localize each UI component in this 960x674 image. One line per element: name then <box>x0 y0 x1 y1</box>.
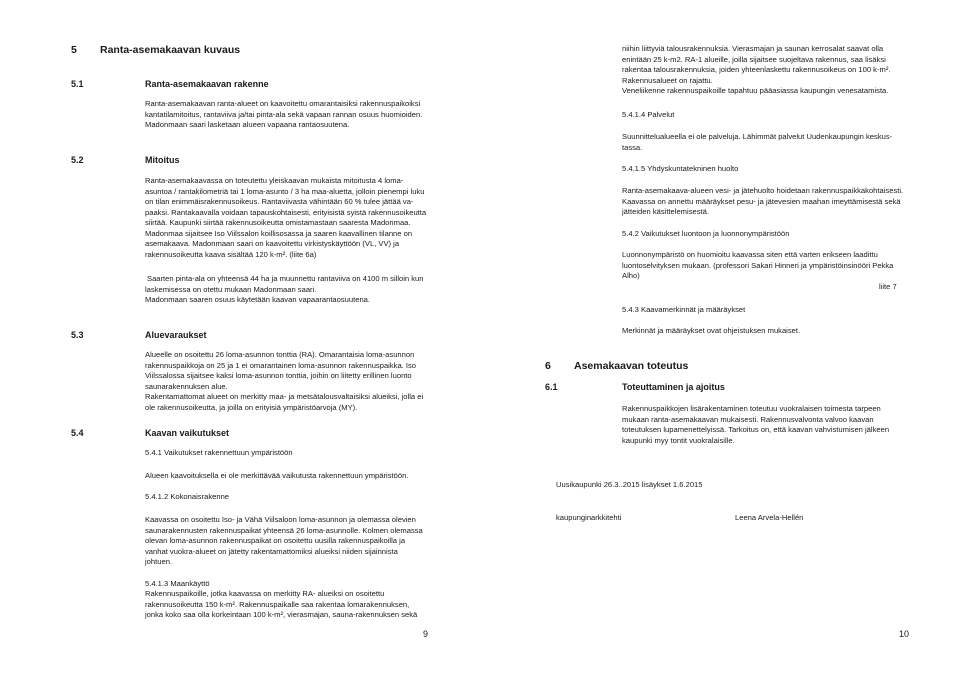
paragraph-rakennusoikeus-cont: niihin liittyviä talousrakennuksia. Vierasmajan ja saunan kerrosalat saavat olla enintään 25 k-m2. RA-1 alueille, joilla sijaitsee suojeltava rakennus, saa lisäksi rakentaa talousrakennuksia, joiden yhteenlaskettu rakennusoikeus on 100 k-m². Rakennusalueet on rajattu. Veneliikenne rakennuspaikoille tapahtuu pääasiassa kaupungin venesatamista. <box>622 44 891 95</box>
section-6-1-title: Toteuttaminen ja ajoitus <box>622 382 725 392</box>
subsection-5-4-1-3: 5.4.1.3 Maankäyttö <box>145 579 210 588</box>
section-6-title: Asemakaavan toteutus <box>574 360 689 372</box>
section-5-2-number: 5.2 <box>71 155 84 165</box>
section-5-3-title: Aluevaraukset <box>145 330 207 340</box>
section-5-4-title: Kaavan vaikutukset <box>145 428 230 438</box>
paragraph-aluevaraukset: Alueelle on osoitettu 26 loma-asunnon tonttia (RA). Omarantaisia loma-asunnon rakennuspaikkoja on 25 ja 1 ei omarantainen loma-asunnon rakennuspaikka. Iso Viilssalossa sijaitsee kaksi loma-asunnon tonttia, joihin on liitetty erillinen luonto saunarakennuksen alue. Rakentamattomat alueet on merkitty maa- ja metsätalousvaltaisiksi alueiksi, jolla ei ole rakennusoikeutta, ja joilla on erityisiä ympäristöarvoja (MY). <box>145 350 424 412</box>
section-5-1-title: Ranta-asemakaavan rakenne <box>145 79 269 89</box>
signer-name: Leena Arvela-Hellén <box>735 513 804 522</box>
paragraph-toteuttaminen: Rakennuspaikkojen lisärakentaminen toteutuu vuokralaisen toimesta tarpeen mukaan ranta-asemakaavan mukaisesti. Rakennusvalvonta valvoo kaavan toteutuksen lupamenettelyissä. Tarkoitus on, että kaavan vahvistumisen jälkeen kaupunki myy tontit vuokralaisille. <box>622 404 890 445</box>
section-5-1-number: 5.1 <box>71 79 84 89</box>
subsection-5-4-3: 5.4.3 Kaavamerkinnät ja määräykset <box>622 305 746 314</box>
paragraph-huolto: Ranta-asemakaava-alueen vesi- ja jätehuolto hoidetaan rakennuspaikkakohtaisesti. Kaavassa on annettu määräykset pesu- ja jätevesien maahan imeyttämisestä sekä jätteiden käsittelemisestä. <box>622 186 904 216</box>
paragraph-mitoitus: Ranta-asemakaavassa on toteutettu yleiskaavan mukaista mitoitusta 4 loma- asuntoa / rantakilometriä tai 1 loma-asunto / 3 ha maa-aluetta, jolloin pienempi luku on tilan enimmäisrakennusoikeus. Rantaviivasta vähintään 60 % tulee jättää va- paaksi. Rantakaavalla voidaan tapauskohtaisesti, erityisistä syistä rakennusoikeutta siirtää. Kaupunki siirtää rakennusoikeutta omistamastaan saaresta Madonmaa. Madonmaa sijaitsee Iso Viilssalon koillisosassa ja saaren kaavallinen tilanne on asemakaava. Madonmaan saari on kaavoitettu virkistyskäyttöön (VL, VV) ja rakennusoikeutta kaava sisältää 120 k-m². (liite 6a) <box>145 176 427 259</box>
section-6-1-number: 6.1 <box>545 382 558 392</box>
section-5-4-number: 5.4 <box>71 428 84 438</box>
paragraph-luonto: Luonnonympäristö on huomioitu kaavassa siten että varten erikseen laadittu luontoselvityksen mukaan. (professori Sakari Hinneri ja ympäristöinsinööri Pekka Alho) <box>622 250 894 280</box>
paragraph-palvelut: Suunnittelualueella ei ole palveluja. Lähimmät palvelut Uudenkaupungin keskus- tassa. <box>622 132 893 152</box>
attachment-reference: liite 7 <box>879 282 897 291</box>
section-5-title: Ranta-asemakaavan kuvaus <box>100 44 241 56</box>
section-5-number: 5 <box>71 44 77 56</box>
page-number-right: 10 <box>899 629 910 639</box>
paragraph-rakennettu: Alueen kaavoituksella ei ole merkittävää vaikutusta rakennettuun ympäristöön. <box>145 471 409 480</box>
paragraph-rakenne: Ranta-asemakaavan ranta-alueet on kaavoitettu omarantaisiksi rakennuspaikoiksi kantatilamitoitus, rantaviiva ja/tai pinta-ala sekä vapaan rannan osuus huomioiden. Madonmaan saari lasketaan alueen vapaana rantaosuutena. <box>145 99 423 129</box>
subsection-5-4-1-5: 5.4.1.5 Yhdyskuntatekninen huolto <box>622 164 739 173</box>
subsection-5-4-1: 5.4.1 Vaikutukset rakennettuun ympäristöön <box>145 448 293 457</box>
page-number-left: 9 <box>423 629 429 639</box>
signer-title: kaupunginarkkitehti <box>556 513 622 522</box>
paragraph-kokonaisrakenne: Kaavassa on osoitettu Iso- ja Vähä Viilsaloon loma-asunnon ja olemassa olevien saunarakennusten rakennuspaikat yhteensä 26 loma-asunnolle. Kolmen olemassa olevan loma-asunnon rakennuspaikat on osoitettu uusilla rakennuspaikoilla ja vanhat vuokra-alueet on jätetty rakentamattomiksi alueiksi niiden sijainnista johtuen. <box>145 515 423 566</box>
subsection-5-4-2: 5.4.2 Vaikutukset luontoon ja luonnonympäristöön <box>622 229 790 238</box>
subsection-5-4-1-2: 5.4.1.2 Kokonaisrakenne <box>145 492 230 501</box>
section-6-number: 6 <box>545 360 551 372</box>
signature-date: Uusikaupunki 26.3..2015 lisäykset 1.6.2015 <box>556 480 703 489</box>
section-5-2-title: Mitoitus <box>145 155 180 165</box>
section-5-3-number: 5.3 <box>71 330 84 340</box>
paragraph-maankaytto: Rakennuspaikoille, jotka kaavassa on merkitty RA- alueiksi on osoitettu rakennusoikeutta 150 k-m². Rakennuspaikalle saa rakentaa lomarakennuksen, jonka koko saa olla korkeintaan 100 k-m², vierasmajan, sauna-rakennuksen sekä <box>145 589 418 619</box>
paragraph-saaret: Saarten pinta-ala on yhteensä 44 ha ja muunnettu rantaviiva on 4100 m silloin kun laskemisessa on otettu mukaan Madonmaan saari. Madonmaan saaren osuus käytetään kaavan vapaarantaosuutena. <box>145 274 424 304</box>
subsection-5-4-1-4: 5.4.1.4 Palvelut <box>622 110 675 119</box>
paragraph-merkinnat: Merkinnät ja määräykset ovat ohjeistuksen mukaiset. <box>622 326 801 335</box>
